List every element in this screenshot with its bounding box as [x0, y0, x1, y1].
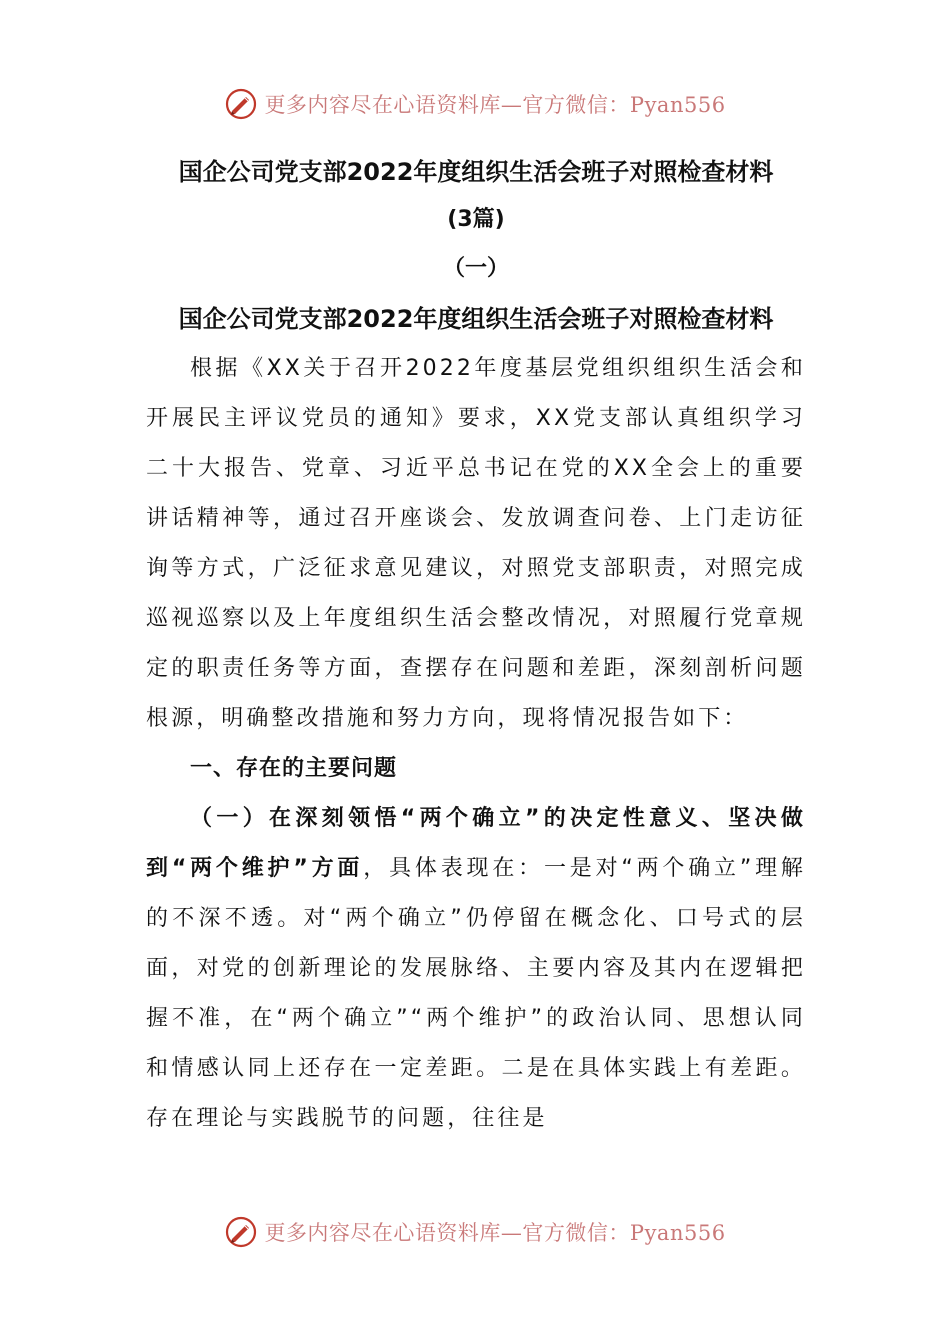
document-body [146, 148, 806, 1144]
watermark-text: 更多内容尽在心语资料库—官方微信：Pyan556 [264, 93, 726, 117]
pen-circle-logo-icon [224, 1215, 258, 1249]
document-subtitle: (3篇) [447, 207, 505, 232]
watermark-header [0, 84, 950, 124]
section-title: 国企公司党支部2022年度组织生活会班子对照检查材料 [178, 305, 774, 333]
intro-paragraph: 根据《XX关于召开2022年度基层党组织组织生活会和开展民主评议党员的通知》要求，XX党支部认真组织学习二十大报告、党章、习近平总书记在党的XX全会上的重要讲话精神等，通过召开座谈会、发放调查问卷、上门走访征询等方式，广泛征求意见建议，对照党支部职责，对照完成巡视巡察以及上年度组织生活会整改情况，对照履行党章规定的职责任务等方面，查摆存在问题和差距，深刻剖析问题根源，明确整改措施和努力方向，现将情况报告如下： [146, 356, 806, 731]
item-paragraph [146, 794, 806, 1144]
section-mark: （一） [442, 256, 509, 281]
heading-main-problems: 一、存在的主要问题 [190, 756, 398, 781]
pen-circle-logo-icon [224, 87, 258, 121]
watermark-text: 更多内容尽在心语资料库—官方微信：Pyan556 [264, 1221, 726, 1245]
watermark-footer [0, 1212, 950, 1252]
item-bold-lead: （一）在深刻领悟“两个确立”的决定性意义、坚决做到“两个维护”方面 [146, 806, 806, 881]
document-title: 国企公司党支部2022年度组织生活会班子对照检查材料 [178, 158, 774, 186]
item-body-text: ，具体表现在：一是对“两个确立”理解的不深不透。对“两个确立”仍停留在概念化、口号式的层面，对党的创新理论的发展脉络、主要内容及其内在逻辑把握不准，在“两个确立”“两个维护”的政治认同、思想认同和情感认同上还存在一定差距。二是在具体实践上有差距。存在理论与实践脱节的问题，往往是 [146, 856, 806, 1131]
